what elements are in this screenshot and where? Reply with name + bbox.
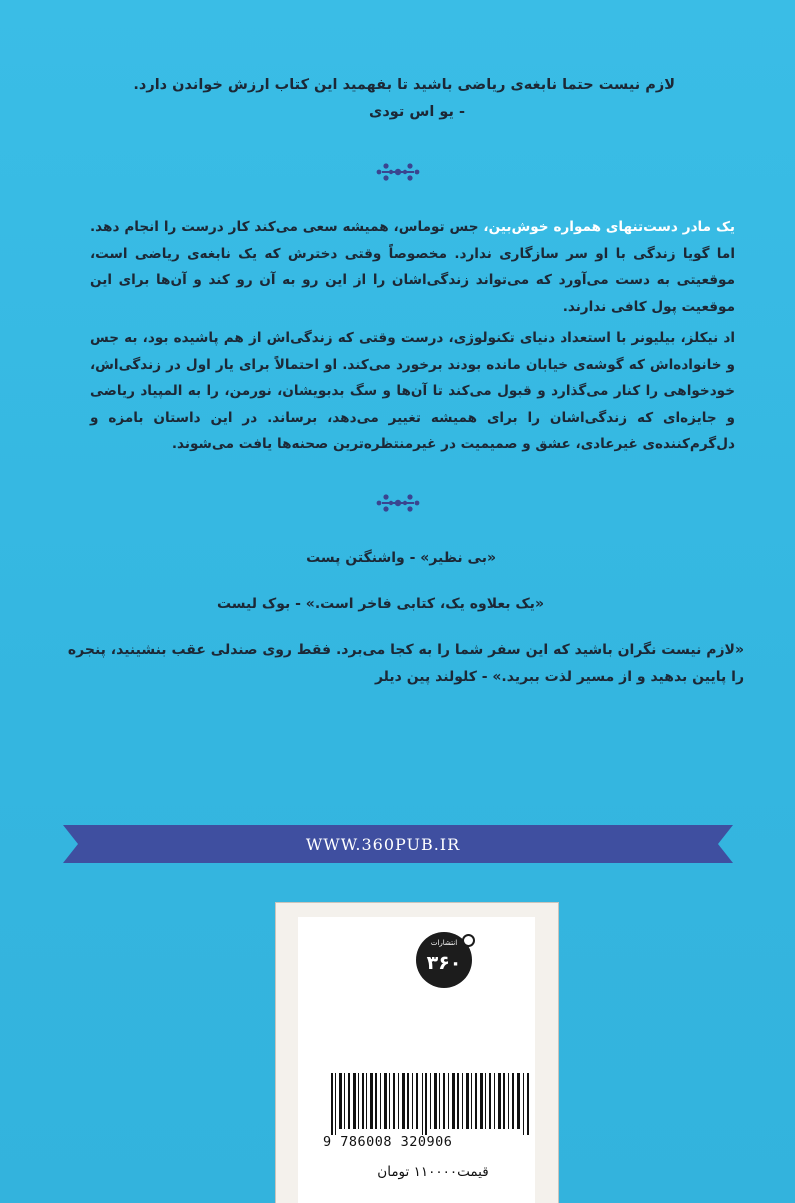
price-sticker <box>276 903 558 1203</box>
description-paragraph-1 <box>90 214 735 320</box>
price-text: قیمت۱۱۰۰۰۰ تومان <box>377 1164 489 1180</box>
description-paragraph-2 <box>90 325 735 458</box>
top-quote-text: لازم نیست حتما نابغه‌ی ریاضی باشید تا بفهمید این کتاب ارزش خواندن دارد. <box>133 77 675 93</box>
isbn-digits: 9 786008 320906 <box>323 1134 453 1150</box>
ornament-icon <box>0 157 795 187</box>
description-lead: یک مادر دست‌تنهای همواره خوش‌بین، <box>483 219 735 235</box>
ornament-icon <box>0 488 795 518</box>
logo-dot <box>462 934 475 947</box>
top-quote <box>120 72 675 126</box>
description-text-2: اد نیکلز، بیلیونر با استعداد دنیای تکنولوژی، درست وقتی که زندگی‌اش از هم پاشیده بود، به جس و خانواده‌اش که گوشه‌ی خیابان مانده بودند برخورد می‌کند. او احتمالاً برای یار اول در زندگی‌اش، خودخواهی را کنار می‌گذارد و قبول می‌کند تا آن‌ها و سگ بدبویشان، نورمن، را به المپیاد ریاضی و جایزه‌ای که زندگی‌اشان را برای همیشه تغییر می‌دهد، برساند. در این داستان بامزه و دل‌گرم‌کننده‌ی غیرعادی، عشق و صمیمیت در غیرمنتظره‌ترین صحنه‌ها یافت می‌شوند. <box>90 330 735 452</box>
sticker-label <box>298 917 535 1203</box>
review-quote: «بی نظیر» - واشنگتن پست <box>306 550 496 566</box>
website-link[interactable]: WWW.360PUB.IR <box>305 834 461 854</box>
reviews <box>60 545 744 710</box>
publisher-logo-number: ۳۶۰ <box>426 952 462 974</box>
publisher-label: انتشارات <box>430 939 458 947</box>
website-ribbon <box>63 825 733 863</box>
review-quote: «یک بعلاوه یک، کتابی فاخر است.» - بوک لیست <box>216 596 544 612</box>
review-quote: «لازم نیست نگران باشید که این سفر شما را به کجا می‌برد. فقط روی صندلی عقب بنشینید، پنجره را پایین بدهید و از مسیر لذت ببرید.» - کلولند پین دیلر <box>67 642 744 685</box>
publisher-logo-icon <box>416 932 472 988</box>
barcode-icon <box>331 1073 531 1135</box>
description-text-1: جس توماس، همیشه سعی می‌کند کار درست را انجام دهد. اما گویا زندگی با او سر سازگاری ندارد. مخصوصاً وقتی دخترش که یک نابغه‌ی ریاضی است، موقعیتی به دست می‌آورد که می‌تواند زندگی‌اشان را از این رو به آن رو کند و آن‌ها برای این موقعیت پول کافی ندارند. <box>90 219 735 315</box>
top-quote-author: - یو اس تودی <box>369 104 465 120</box>
